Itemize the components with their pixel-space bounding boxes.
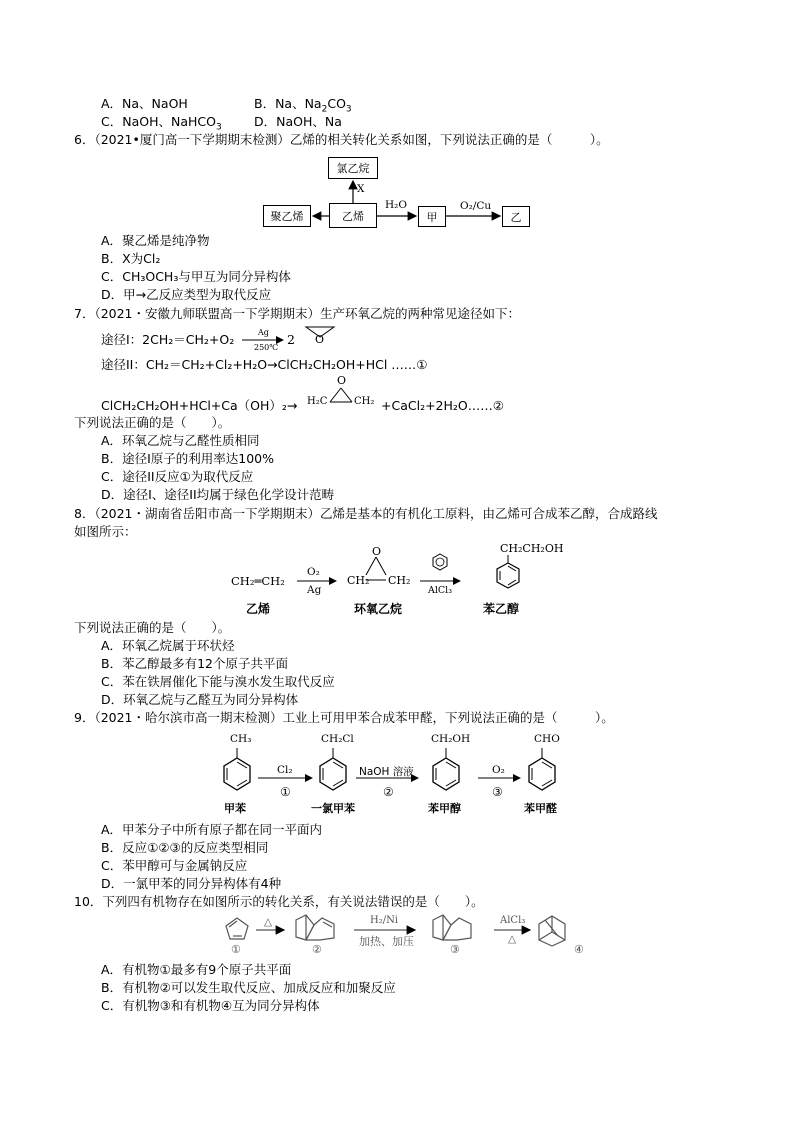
q6-stem: 6．（2021•厦门高一下学期期末检测）乙烯的相关转化关系如图，下列说法正确的是（ ）。 xyxy=(74,132,609,147)
q9-step3: ③ xyxy=(492,785,503,799)
q7-route2b-tail: +CaCl₂+2H₂O……② xyxy=(381,398,504,413)
q6-box-jia: 甲 xyxy=(418,206,446,227)
q10-heat: 加热、加压 xyxy=(359,935,414,948)
q8-question: 下列说法正确的是（ ）。 xyxy=(74,620,231,635)
q6-option-c: C．CH₃OCH₃与甲互为同分异构体 xyxy=(101,269,291,284)
q6-option-a: A．聚乙烯是纯净物 xyxy=(101,233,210,248)
q10-num1: ① xyxy=(231,943,241,956)
q7-question: 下列说法正确的是（ ）。 xyxy=(74,415,231,430)
q8-epoxide-ch2-left: CH₂ xyxy=(347,574,370,587)
q9-option-d: D．一氯甲苯的同分异构体有4种 xyxy=(101,876,282,891)
q7-route2: 途径II：CH₂＝CH₂+Cl₂+H₂O→ClCH₂CH₂OH+HCl ……① xyxy=(101,357,428,372)
q10-option-a: A．有机物①最多有9个原子共平面 xyxy=(101,962,292,977)
q9-stem: 9．（2021・哈尔滨市高一期末检测）工业上可用甲苯合成苯甲醛，下列说法正确的是（ ）。 xyxy=(74,710,614,725)
q7-route1-cond-top: Ag xyxy=(258,328,269,337)
q8-ethylene: CH₂═CH₂ xyxy=(231,574,285,588)
q7-epoxide-h2c: H₂C xyxy=(307,396,328,407)
q6-option-d: D．甲→乙反应类型为取代反应 xyxy=(101,287,272,302)
q10-alcl3: AlCl₃ xyxy=(500,915,526,926)
q7-option-a: A．环氧乙烷与乙醛性质相同 xyxy=(101,433,260,448)
q10-delta1: △ xyxy=(264,916,273,928)
q7-option-d: D．途径I、途径II均属于绿色化学设计范畴 xyxy=(101,487,335,502)
q8-o2: O₂ xyxy=(307,566,320,578)
q9-step2: ② xyxy=(383,785,394,799)
q6-label-o2cu: O₂/Cu xyxy=(460,200,492,212)
q9-ch2cl: CH₂Cl xyxy=(321,733,354,745)
q8-epoxide-ch2-right: CH₂ xyxy=(388,574,411,587)
q6-box-chloroethane: 氯乙烷 xyxy=(328,157,378,179)
q9-option-b: B．反应①②③的反应类型相同 xyxy=(101,840,269,855)
q6-label-x: X xyxy=(357,183,365,195)
q8-stem-line1: 8．（2021・湖南省岳阳市高一下学期期末）乙烯是基本的有机化工原料，由乙烯可合成苯乙醇，合成路线 xyxy=(74,506,658,521)
q9-ch3: CH₃ xyxy=(230,733,252,745)
q8-option-d: D．环氧乙烷与乙醛互为同分异构体 xyxy=(101,692,299,707)
q9-step1: ① xyxy=(280,785,291,799)
q8-product-chain: CH₂CH₂OH xyxy=(500,542,564,555)
q7-route1: 途径I：2CH₂＝CH₂+O₂ xyxy=(101,332,235,347)
q9-name-benzylalcohol: 苯甲醇 xyxy=(428,802,461,815)
q6-label-h2o: H₂O xyxy=(385,199,407,211)
q10-stem: 10．下列四有机物存在如图所示的转化关系，有关说法错误的是（ ）。 xyxy=(74,894,484,909)
q5-option-b: B．Na、$Na_2CO_3$ xyxy=(254,96,352,115)
q8-name-phenylethanol: 苯乙醇 xyxy=(483,602,520,616)
q10-option-c: C．有机物③和有机物④互为同分异构体 xyxy=(101,998,320,1013)
q5-option-a: A．Na、NaOH xyxy=(101,96,188,111)
q9-option-a: A．甲苯分子中所有原子都在同一平面内 xyxy=(101,822,323,837)
q7-route1-cond-bottom: 250℃ xyxy=(254,343,279,352)
q7-stem: 7．（2021・安徽九师联盟高一下学期期末）生产环氧乙烷的两种常见途径如下： xyxy=(74,306,521,321)
q10-option-b: B．有机物②可以发生取代反应、加成反应和加聚反应 xyxy=(101,980,396,995)
q7-option-b: B．途径I原子的利用率达100% xyxy=(101,451,274,466)
q6-option-b: B．X为Cl₂ xyxy=(101,251,161,266)
q8-stem-line2: 如图所示： xyxy=(74,524,137,539)
q9-naoh: NaOH 溶液 xyxy=(359,766,414,778)
q9-name-chlorotoluene: 一氯甲苯 xyxy=(311,802,355,815)
q9-ch2oh: CH₂OH xyxy=(431,733,471,745)
q7-epoxide-ch2: CH₂ xyxy=(354,396,375,407)
q7-epoxide-o: O xyxy=(337,374,347,387)
q8-name-ethylene: 乙烯 xyxy=(246,602,271,616)
q6-box-polyethylene: 聚乙烯 xyxy=(263,205,311,227)
q6-box-yi: 乙 xyxy=(502,206,530,227)
q8-option-b: B．苯乙醇最多有12个原子共平面 xyxy=(101,656,288,671)
q5-option-d: D．NaOH、Na xyxy=(254,114,342,129)
q6-box-ethylene: 乙烯 xyxy=(329,203,377,228)
q7-epoxide-small-o: O xyxy=(315,333,325,346)
q8-ag: Ag xyxy=(307,584,322,596)
q9-option-c: C．苯甲醇可与金属钠反应 xyxy=(101,858,248,873)
q7-route2b: ClCH₂CH₂OH+HCl+Ca（OH）₂→ xyxy=(101,398,298,413)
q8-name-epoxide: 环氧乙烷 xyxy=(354,602,403,616)
q10-num3: ③ xyxy=(450,943,460,956)
q9-cho: CHO xyxy=(534,733,560,745)
q10-num4: ④ xyxy=(574,943,584,956)
q8-epoxide-o: O xyxy=(372,545,382,558)
q5-option-c: C．NaOH、NaHCO$_3$ xyxy=(101,114,222,133)
q9-name-toluene: 甲苯 xyxy=(224,802,246,815)
q9-cl2: Cl₂ xyxy=(277,764,293,776)
q10-h2ni: H₂/Ni xyxy=(370,915,399,926)
q10-num2: ② xyxy=(312,943,322,956)
q8-alcl3: AlCl₃ xyxy=(428,585,453,596)
q9-name-benzaldehyde: 苯甲醛 xyxy=(524,802,557,815)
q9-o2: O₂ xyxy=(492,764,505,776)
q10-delta2: △ xyxy=(508,933,517,945)
q8-option-a: A．环氧乙烷属于环状烃 xyxy=(101,638,235,653)
q8-option-c: C．苯在铁屑催化下能与溴水发生取代反应 xyxy=(101,674,335,689)
q7-route1-product: 2 xyxy=(287,332,295,347)
q7-option-c: C．途径II反应①为取代反应 xyxy=(101,469,254,484)
